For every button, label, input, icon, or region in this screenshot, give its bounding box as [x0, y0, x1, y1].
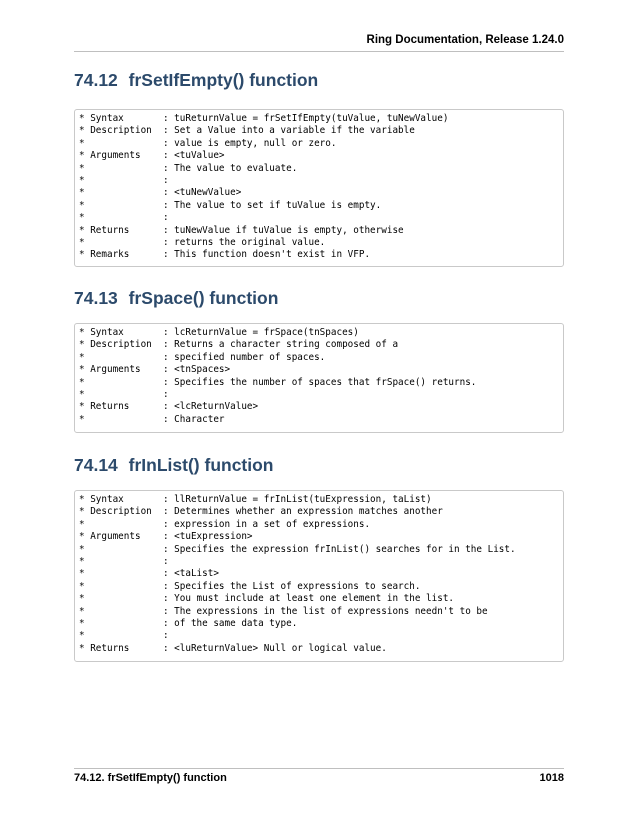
code-line: * Syntax : llReturnValue = frInList(tuExpression, taList): [79, 494, 432, 505]
section-heading: frInList() function: [128, 455, 274, 475]
footer-section-label: 74.12. frSetIfEmpty() function: [74, 772, 227, 784]
code-line: * Returns : tuNewValue if tuValue is empty, otherwise: [79, 224, 404, 236]
code-line: * : The expressions in the list of expressions needn't to be: [79, 605, 488, 617]
code-line: * : specified number of spaces.: [79, 351, 326, 363]
code-line: * : Character: [79, 413, 225, 425]
code-line: * : The value to evaluate.: [79, 162, 298, 174]
code-line: * : Specifies the List of expressions to search.: [79, 580, 421, 592]
section-number: 74.12: [74, 70, 118, 90]
section-title-74-13: [74, 288, 278, 309]
code-line: * : of the same data type.: [79, 617, 298, 629]
section-number: 74.13: [74, 288, 118, 308]
code-line: * Arguments : <tuExpression>: [79, 531, 253, 543]
code-block-frinlist: [74, 490, 564, 662]
code-line: * : <tuNewValue>: [79, 187, 242, 199]
code-line: * Description : Determines whether an expression matches another: [79, 506, 443, 518]
code-line: * : Specifies the expression frInList() searches for in the List.: [79, 543, 516, 555]
code-line: * : <taList>: [79, 568, 219, 580]
code-line: * Syntax : tuReturnValue = frSetIfEmpty(tuValue, tuNewValue): [79, 113, 449, 124]
code-line: * Arguments : <tnSpaces>: [79, 364, 231, 376]
code-line: * Description : Set a Value into a variable if the variable: [79, 125, 415, 137]
page-number: 1018: [539, 772, 564, 784]
code-line: * : You must include at least one element in the list.: [79, 593, 455, 605]
code-block-frsetifempty: [74, 109, 564, 267]
code-line: * : Specifies the number of spaces that frSpace() returns.: [79, 376, 477, 388]
code-line: * Arguments : <tuValue>: [79, 150, 225, 162]
code-line: * :: [79, 630, 169, 642]
running-header: Ring Documentation, Release 1.24.0: [366, 34, 564, 46]
code-line: * : expression in a set of expressions.: [79, 518, 371, 530]
section-heading: frSetIfEmpty() function: [128, 70, 319, 90]
section-number: 74.14: [74, 455, 118, 475]
code-block-frspace: [74, 323, 564, 433]
code-line: * Description : Returns a character string composed of a: [79, 339, 399, 351]
code-line: * :: [79, 212, 169, 224]
code-line: * Remarks : This function doesn't exist in VFP.: [79, 249, 371, 261]
code-line: * Returns : <lcReturnValue>: [79, 401, 259, 413]
code-line: * :: [79, 555, 169, 567]
code-line: * : The value to set if tuValue is empty.: [79, 199, 382, 211]
code-line: * Returns : <luReturnValue> Null or logical value.: [79, 642, 387, 654]
footer-rule: [74, 768, 564, 769]
section-title-74-12: [74, 70, 318, 91]
code-line: * : returns the original value.: [79, 236, 326, 248]
code-line: * : value is empty, null or zero.: [79, 137, 337, 149]
code-line: * Syntax : lcReturnValue = frSpace(tnSpaces): [79, 327, 359, 338]
code-line: * :: [79, 388, 169, 400]
code-line: * :: [79, 174, 169, 186]
header-rule: [74, 51, 564, 52]
section-title-74-14: [74, 455, 274, 476]
section-heading: frSpace() function: [128, 288, 279, 308]
